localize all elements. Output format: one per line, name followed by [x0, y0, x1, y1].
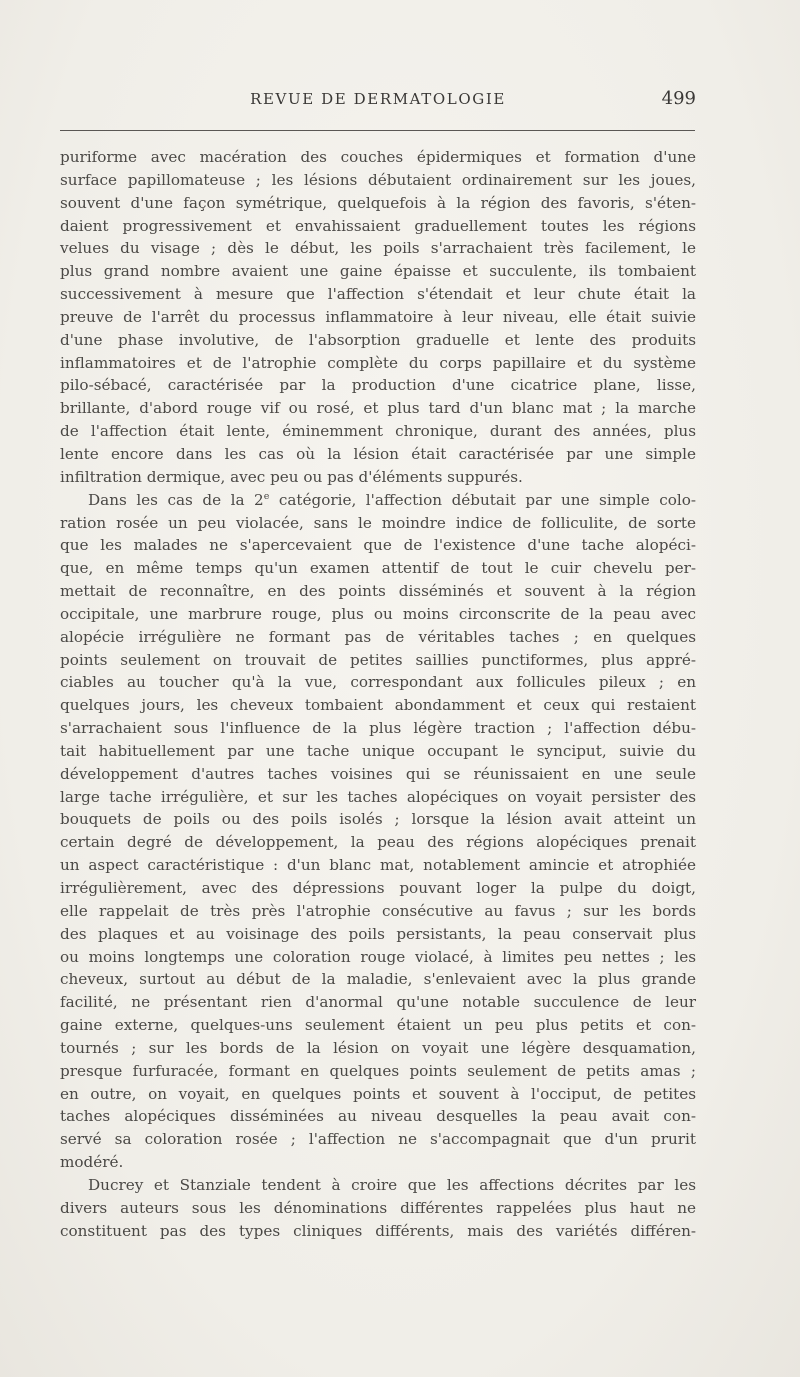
superscript: e: [263, 490, 270, 502]
header-rule: [60, 130, 695, 131]
text-line: points seulement on trouvait de petites saillies punctiformes, plus appré-: [60, 650, 696, 669]
paragraph-3: [60, 1174, 696, 1243]
paragraph-2: [60, 489, 696, 1174]
text-line: de l'affection était lente, éminemment chronique, durant des années, plus: [60, 422, 696, 441]
running-header: [60, 86, 696, 120]
text-line: velues du visage ; dès le début, les poils s'arrachaient très facilement, le: [60, 239, 696, 258]
text-line: cheveux, surtout au début de la maladie, s'enlevaient avec la plus grande: [60, 970, 696, 989]
text-line: large tache irrégulière, et sur les taches alopéciques on voyait persister des: [60, 787, 696, 806]
text-line: daient progressivement et envahissaient graduellement toutes les régions: [60, 216, 696, 235]
text-line: divers auteurs sous les dénominations différentes rappelées plus haut ne: [60, 1198, 696, 1217]
text-line: tournés ; sur les bords de la lésion on voyait une légère desquamation,: [60, 1038, 696, 1057]
text-line: souvent d'une façon symétrique, quelquefois à la région des favoris, s'éten-: [60, 193, 696, 212]
text-line: constituent pas des types cliniques différents, mais des variétés différen-: [60, 1221, 696, 1240]
text-line: d'une phase involutive, de l'absorption graduelle et lente des produits: [60, 330, 696, 349]
text-line: en outre, on voyait, en quelques points et souvent à l'occiput, de petites: [60, 1084, 696, 1103]
text-line: ration rosée un peu violacée, sans le moindre indice de folliculite, de sorte: [60, 513, 696, 532]
paragraph-1: [60, 146, 696, 489]
text-line: preuve de l'arrêt du processus inflammatoire à leur niveau, elle était suivie: [60, 307, 696, 326]
text-line: que, en même temps qu'un examen attentif de tout le cuir chevelu per-: [60, 559, 696, 578]
text-line: ou moins longtemps une coloration rouge violacé, à limites peu nettes ; les: [60, 947, 696, 966]
text-line: certain degré de développement, la peau des régions alopéciques prenait: [60, 833, 696, 852]
text-line: occipitale, une marbrure rouge, plus ou moins circonscrite de la peau avec: [60, 604, 696, 623]
text-line: ciables au toucher qu'à la vue, correspondant aux follicules pileux ; en: [60, 673, 696, 692]
text-line: des plaques et au voisinage des poils persistants, la peau conservait plus: [60, 924, 696, 943]
text-line: modéré.: [60, 1153, 124, 1172]
text-line: pilo-sébacé, caractérisée par la production d'une cicatrice plane, lisse,: [60, 376, 696, 395]
text-line: inflammatoires et de l'atrophie complète du corps papillaire et du système: [60, 353, 696, 372]
text-line: brillante, d'abord rouge vif ou rosé, et plus tard d'un blanc mat ; la marche: [60, 399, 696, 418]
text-line: mettait de reconnaître, en des points disséminés et souvent à la région: [60, 582, 696, 601]
text-line: surface papillomateuse ; les lésions débutaient ordinairement sur les joues,: [60, 170, 696, 189]
text-run: Dans les cas de la 2: [88, 490, 264, 509]
page-number: 499: [661, 88, 696, 109]
text-line-first: Ducrey et Stanziale tendent à croire que les affections décrites par les: [88, 1175, 696, 1194]
text-line: quelques jours, les cheveux tombaient abondamment et ceux qui restaient: [60, 696, 696, 715]
text-line: irrégulièrement, avec des dépressions pouvant loger la pulpe du doigt,: [60, 879, 696, 897]
text-line: taches alopéciques disséminées au niveau desquelles la peau avait con-: [60, 1107, 696, 1126]
text-line: successivement à mesure que l'affection s'étendait et leur chute était la: [60, 285, 696, 304]
text-line: facilité, ne présentant rien d'anormal qu'une notable succulence de leur: [60, 993, 696, 1012]
text-line: s'arrachaient sous l'influence de la plus légère traction ; l'affection débu-: [60, 719, 696, 738]
text-line-first: [60, 489, 696, 512]
text-line: alopécie irrégulière ne formant pas de véritables taches ; en quelques: [60, 627, 696, 646]
text-line: gaine externe, quelques-uns seulement étaient un peu plus petits et con-: [60, 1016, 696, 1035]
text-line: elle rappelait de très près l'atrophie consécutive au favus ; sur les bords: [60, 901, 696, 920]
text-line: infiltration dermique, avec peu ou pas d'éléments suppurés.: [60, 467, 523, 486]
text-line: bouquets de poils ou des poils isolés ; lorsque la lésion avait atteint un: [60, 810, 696, 829]
text-line: servé sa coloration rosée ; l'affection ne s'accompagnait que d'un prurit: [60, 1130, 696, 1149]
text-line: tait habituellement par une tache unique occupant le synciput, suivie du: [60, 741, 696, 760]
text-line: développement d'autres taches voisines qui se réunissaient en une seule: [60, 764, 696, 783]
text-line: que les malades ne s'apercevaient que de l'existence d'une tache alopéci-: [60, 536, 696, 555]
body-text: [60, 146, 696, 1243]
text-run: catégorie, l'affection débutait par une simple colo-: [269, 490, 696, 509]
text-line: puriforme avec macération des couches épidermiques et formation d'une: [60, 148, 696, 166]
running-title: REVUE DE DERMATOLOGIE: [250, 90, 506, 108]
text-line: presque furfuracée, formant en quelques points seulement de petits amas ;: [60, 1061, 696, 1080]
text-line: plus grand nombre avaient une gaine épaisse et succulente, ils tombaient: [60, 262, 696, 281]
text-line: lente encore dans les cas où la lésion était caractérisée par une simple: [60, 444, 696, 463]
text-line: un aspect caractéristique : d'un blanc mat, notablement amincie et atrophiée: [60, 856, 696, 875]
